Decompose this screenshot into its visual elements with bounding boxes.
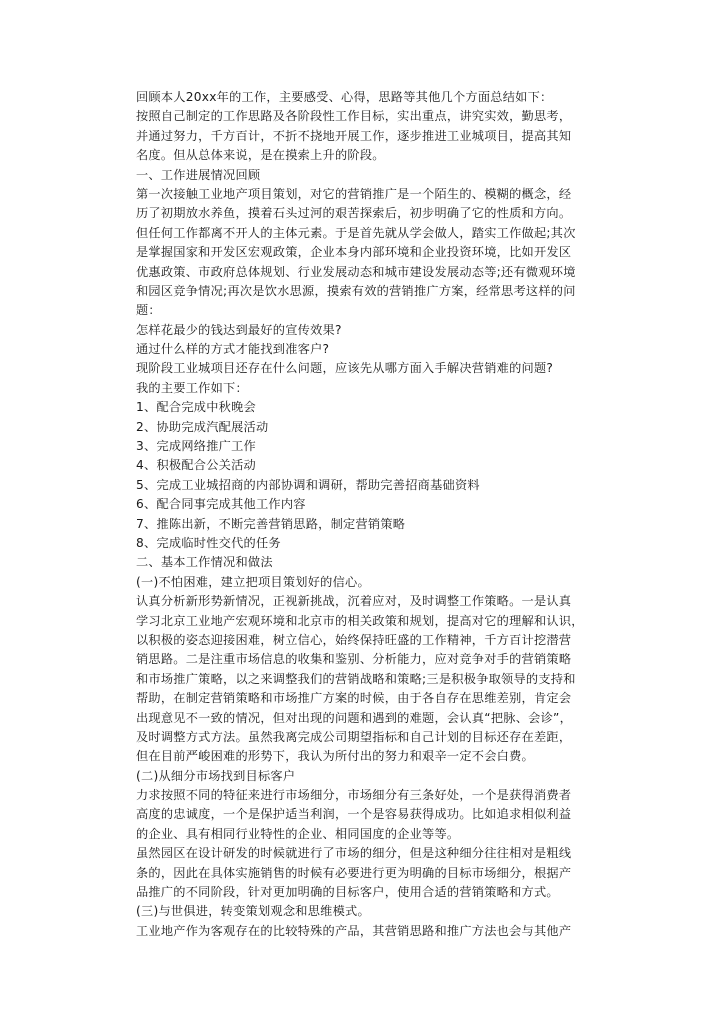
question-line: 现阶段工业城项目还存在什么问题，应该先从哪方面入手解决营销难的问题? bbox=[136, 361, 554, 376]
list-item: 8、完成临时性交代的任务 bbox=[136, 535, 281, 550]
text-line: 我的主要工作如下： bbox=[136, 380, 248, 395]
text-line: 高度的忠诚度，一个是保护适当利润，一个是容易获得成功。比如追求相似利益 bbox=[136, 807, 572, 822]
text-line: 力求按照不同的特征来进行市场细分，市场细分有三条好处，一个是获得消费者 bbox=[136, 788, 572, 803]
text-line: 虽然园区在设计研发的时候就进行了市场的细分，但是这种细分往往相对是粗线 bbox=[136, 846, 572, 861]
subsection-heading: (三)与世俱进，转变策划观念和思维模式。 bbox=[136, 904, 370, 919]
list-item: 5、完成工业城招商的内部协调和调研，帮助完善招商基础资料 bbox=[136, 477, 480, 492]
text-line: 按照自己制定的工作思路及各阶段性工作目标，实出重点，讲究实效，勤思考， bbox=[136, 109, 572, 124]
section-heading: 一、工作进展情况回顾 bbox=[136, 167, 261, 182]
section-heading: 二、基本工作情况和做法 bbox=[136, 555, 273, 570]
text-line: 题： bbox=[136, 303, 161, 318]
text-line: 名度。但从总体来说，是在摸索上升的阶段。 bbox=[136, 148, 385, 163]
text-line: 销思路。二是注重市场信息的收集和鉴别、分析能力，应对竞争对手的营销策略 bbox=[136, 652, 572, 667]
list-item: 4、积极配合公关活动 bbox=[136, 458, 256, 473]
text-line: 及时调整方式方法。虽然我离完成公司期望指标和自己计划的目标还存在差距， bbox=[136, 729, 572, 744]
text-line: 回顾本人20xx年的工作，主要感受、心得，思路等其他几个方面总结如下： bbox=[136, 90, 553, 104]
document-body bbox=[136, 88, 586, 941]
text-line: 学习北京工业地产宏观环境和北京市的相关政策和规划，提高对它的理解和认识， bbox=[136, 613, 584, 628]
text-line: 优惠政策、市政府总体规划、行业发展动态和城市建设发展动态等;还有微观环境 bbox=[136, 264, 576, 279]
text-line: 认真分析新形势新情况，正视新挑战，沉着应对，及时调整工作策略。一是认真 bbox=[136, 594, 572, 609]
list-item: 7、推陈出新，不断完善营销思路，制定营销策略 bbox=[136, 516, 406, 531]
text-line: 工业地产作为客观存在的比较特殊的产品，其营销思路和推广方法也会与其他产 bbox=[136, 923, 572, 938]
question-line: 通过什么样的方式才能找到准客户? bbox=[136, 342, 330, 357]
question-line: 怎样花最少的钱达到最好的宣传效果? bbox=[136, 322, 342, 337]
text-line: 条的，因此在具体实施销售的时候有必要进行更为明确的目标市场细分，根据产 bbox=[136, 865, 572, 880]
list-item: 2、协助完成汽配展活动 bbox=[136, 419, 269, 434]
list-item: 1、配合完成中秋晚会 bbox=[136, 400, 256, 415]
list-item: 3、完成网络推广工作 bbox=[136, 439, 256, 454]
text-line: 但任何工作都离不开人的主体元素。于是首先就从学会做人，踏实工作做起;其次 bbox=[136, 225, 576, 240]
text-line: 帮助，在制定营销策略和市场推广方案的时候，由于各自存在思维差别，肯定会 bbox=[136, 691, 572, 706]
text-line: 并通过努力，千方百计，不折不挠地开展工作，逐步推进工业城项目，提高其知 bbox=[136, 128, 572, 143]
subsection-heading: (二)从细分市场找到目标客户 bbox=[136, 768, 296, 783]
text-line: 出现意见不一致的情况，但对出现的问题和遇到的难题，会认真“把脉、会诊”， bbox=[136, 710, 573, 725]
text-line: 历了初期放水养鱼，摸着石头过河的艰苦探索后，初步明确了它的性质和方向。 bbox=[136, 206, 572, 221]
text-line: 和园区竞争情况;再次是饮水思源，摸索有效的营销推广方案，经常思考这样的问 bbox=[136, 283, 576, 298]
text-line: 第一次接触工业地产项目策划，对它的营销推广是一个陌生的、模糊的概念，经 bbox=[136, 186, 572, 201]
text-line: 品推广的不同阶段，针对更加明确的目标客户，使用合适的营销策略和方式。 bbox=[136, 885, 559, 900]
subsection-heading: (一)不怕困难，建立把项目策划好的信心。 bbox=[136, 574, 370, 589]
text-line: 的企业、具有相同行业特性的企业、相同国度的企业等等。 bbox=[136, 826, 460, 841]
text-line: 和市场推广策略，以之来调整我们的营销战略和策略;三是积极争取领导的支持和 bbox=[136, 671, 576, 686]
text-line: 但在目前严峻困难的形势下，我认为所付出的努力和艰辛一定不会白费。 bbox=[136, 749, 534, 764]
list-item: 6、配合同事完成其他工作内容 bbox=[136, 497, 306, 512]
text-line: 是掌握国家和开发区宏观政策，企业本身内部环境和企业投资环境，比如开发区 bbox=[136, 245, 572, 260]
text-line: 以积极的姿态迎接困难，树立信心，始终保持旺盛的工作精神，千方百计挖潜营 bbox=[136, 632, 572, 647]
